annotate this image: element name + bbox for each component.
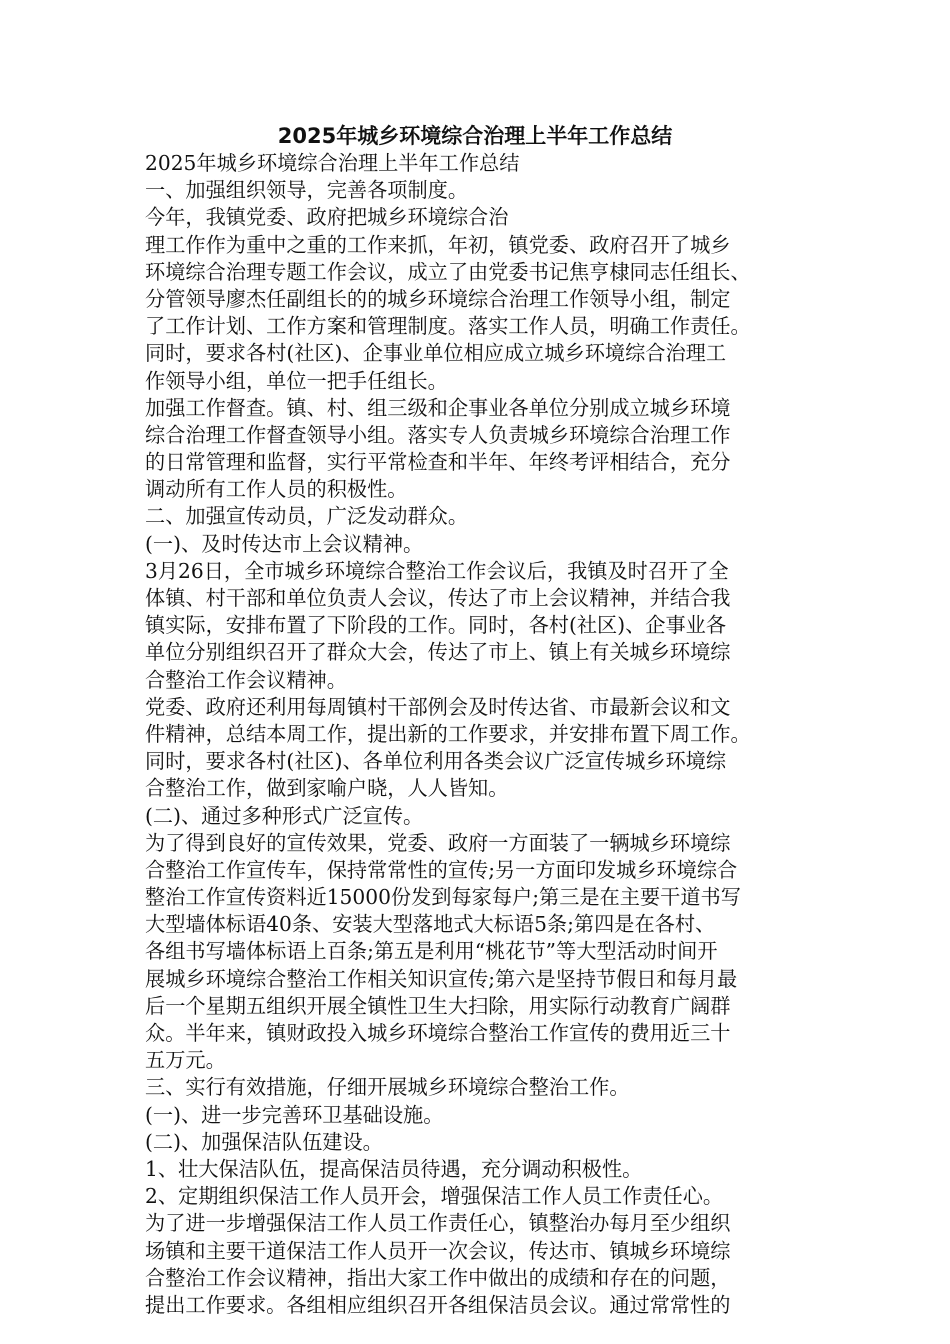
text-line: 大型墙体标语40条、安装大型落地式大标语5条;第四是在各村、 xyxy=(145,912,716,937)
text-line: 众。半年来，镇财政投入城乡环境综合整治工作宣传的费用近三十 xyxy=(145,1021,731,1045)
text-line: 调动所有工作人员的积极性。 xyxy=(145,477,408,502)
text-line: 合整治工作宣传车，保持常常性的宣传;另一方面印发城乡环境综合 xyxy=(145,857,738,882)
document-title: 2025年城乡环境综合治理上半年工作总结 xyxy=(277,124,673,148)
text-line: 件精神，总结本周工作，提出新的工作要求，并安排布置下周工作。 xyxy=(145,721,751,746)
text-line: 整治工作宣传资料近15000份发到每家每户;第三是在主要干道书写 xyxy=(145,885,741,910)
text-line: 合整治工作会议精神，指出大家工作中做出的成绩和存在的问题， xyxy=(145,1265,731,1290)
text-line: 镇实际，安排布置了下阶段的工作。同时，各村(社区)、企事业各 xyxy=(145,613,727,638)
text-line: 了工作计划、工作方案和管理制度。落实工作人员，明确工作责任。 xyxy=(145,314,751,339)
text-line: 党委、政府还利用每周镇村干部例会及时传达省、市最新会议和文 xyxy=(145,694,731,719)
text-line: 三、实行有效措施，仔细开展城乡环境综合整治工作。 xyxy=(145,1075,630,1100)
text-line: 各组书写墙体标语上百条;第五是利用“桃花节”等大型活动时间开 xyxy=(145,939,718,964)
text-line: 今年，我镇党委、政府把城乡环境综合治 xyxy=(145,205,509,230)
text-line: 展城乡环境综合整治工作相关知识宣传;第六是坚持节假日和每月最 xyxy=(145,966,738,991)
text-line: 加强工作督查。镇、村、组三级和企事业各单位分别成立城乡环境 xyxy=(145,395,731,420)
text-line: 合整治工作，做到家喻户晓，人人皆知。 xyxy=(145,776,509,801)
text-line: 2025年城乡环境综合治理上半年工作总结 xyxy=(145,151,520,175)
text-line: (一)、进一步完善环卫基础设施。 xyxy=(145,1102,444,1127)
text-line: (二)、通过多种形式广泛宣传。 xyxy=(145,803,424,828)
text-line: 分管领导廖杰任副组长的的城乡环境综合治理工作领导小组，制定 xyxy=(145,286,731,311)
text-line: 同时，要求各村(社区)、企事业单位相应成立城乡环境综合治理工 xyxy=(145,341,727,366)
text-line: 场镇和主要干道保洁工作人员开一次会议，传达市、镇城乡环境综 xyxy=(145,1238,731,1263)
text-line: 环境综合治理专题工作会议，成立了由党委书记焦亨棣同志任组长、 xyxy=(145,259,751,284)
document-body xyxy=(145,150,805,1319)
text-line: 体镇、村干部和单位负责人会议，传达了市上会议精神，并结合我 xyxy=(145,586,731,610)
text-line: 提出工作要求。各组相应组织召开各组保洁员会议。通过常常性的 xyxy=(145,1292,731,1317)
text-line: 综合治理工作督查领导小组。落实专人负责城乡环境综合治理工作 xyxy=(145,422,731,447)
text-line: 为了进一步增强保洁工作人员工作责任心，镇整治办每月至少组织 xyxy=(145,1211,731,1236)
text-line: 单位分别组织召开了群众大会，传达了市上、镇上有关城乡环境综 xyxy=(145,640,731,665)
text-line: 为了得到良好的宣传效果，党委、政府一方面装了一辆城乡环境综 xyxy=(145,830,731,855)
text-line: 3月26日，全市城乡环境综合整治工作会议后，我镇及时召开了全 xyxy=(145,558,729,583)
text-line: 合整治工作会议精神。 xyxy=(145,667,347,692)
text-line: 同时，要求各村(社区)、各单位利用各类会议广泛宣传城乡环境综 xyxy=(145,749,727,774)
text-line: 2、定期组织保洁工作人员开会，增强保洁工作人员工作责任心。 xyxy=(145,1184,724,1209)
text-line: 作领导小组，单位一把手任组长。 xyxy=(145,368,448,393)
text-line: (二)、加强保洁队伍建设。 xyxy=(145,1129,383,1154)
text-line: 后一个星期五组织开展全镇性卫生大扫除，用实际行动教育广阔群 xyxy=(145,993,731,1018)
text-line: 一、加强组织领导，完善各项制度。 xyxy=(145,178,469,203)
text-line: 二、加强宣传动员，广泛发动群众。 xyxy=(145,504,469,529)
text-line: (一)、及时传达市上会议精神。 xyxy=(145,531,424,556)
text-line: 的日常管理和监督，实行平常检查和半年、年终考评相结合，充分 xyxy=(145,450,731,475)
text-line: 理工作作为重中之重的工作来抓，年初，镇党委、政府召开了城乡 xyxy=(145,232,731,257)
text-line: 五万元。 xyxy=(145,1048,226,1073)
text-line: 1、壮大保洁队伍，提高保洁员待遇，充分调动积极性。 xyxy=(145,1156,643,1181)
